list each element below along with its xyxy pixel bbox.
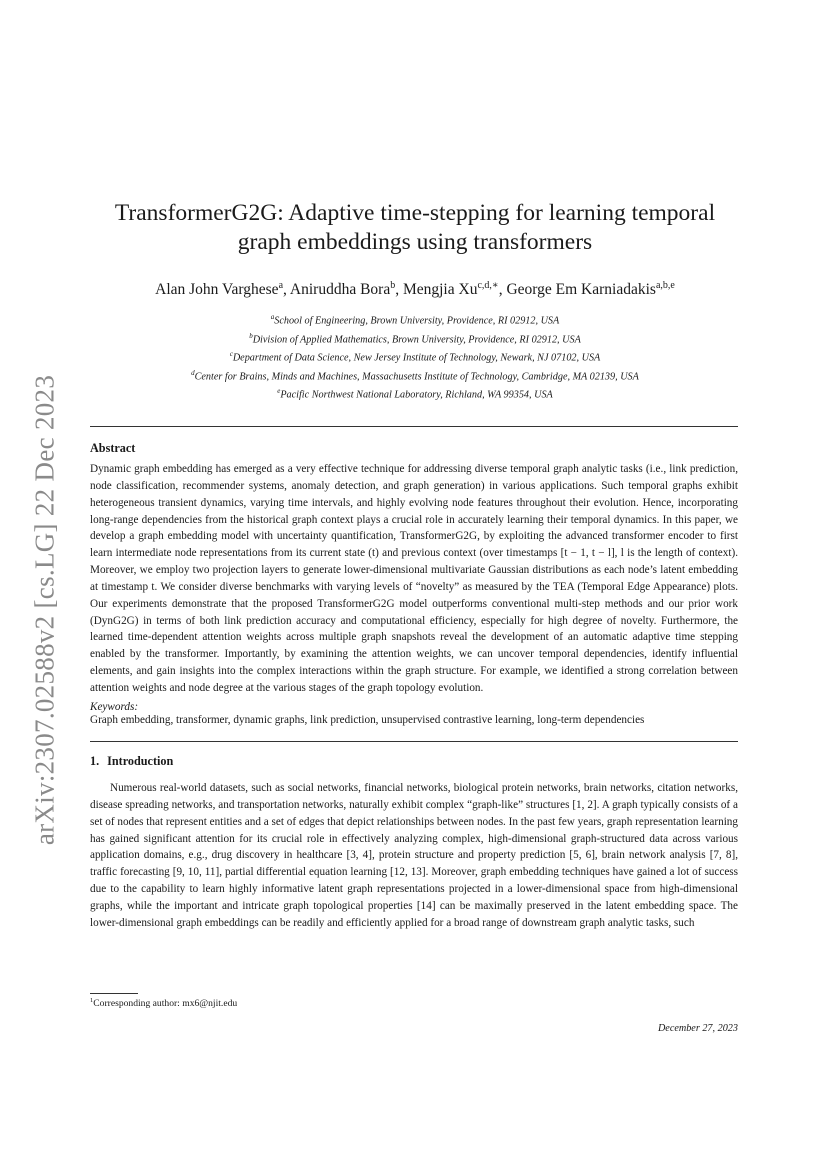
affiliation-marker: a: [270, 313, 275, 321]
abstract-top-rule: [90, 426, 738, 427]
affiliations: [90, 310, 740, 403]
author-affil-marker: b: [390, 280, 396, 291]
abstract-body: Dynamic graph embedding has emerged as a very effective technique for addressing diverse temporal graph analytic tasks (i.e., link prediction, node classification, recommender systems, anomaly detection, and graph generation) in various applications. Such temporal graphs exhibit heterogeneous transient dynamics, varying time intervals, and highly evolving node features throughout their evolution. Hence, incorporating long-range dependencies from the historical graph context plays a crucial role in accurately learning their temporal dynamics. In this paper, we develop a graph embedding model with uncertainty quantification, TransformerG2G, by exploiting the advanced transformer encoder to first learn intermediate node representations from its current state (t) and previous context (over timestamps [t − 1, t − l], l is the length of context). Moreover, we employ two projection layers to generate lower-dimensional multivariate Gaussian distributions as each node’s latent embedding at timestamp t. We consider diverse benchmarks with varying levels of “novelty” as measured by the TEA (Temporal Edge Appearance) plots. Our experiments demonstrate that the proposed TransformerG2G model outperforms conventional multi-step methods and our prior work (DynG2G) in terms of both link prediction accuracy and computational efficiency, especially for high degree of novelty. Furthermore, the learned time-dependent attention weights across multiple graph snapshots reveal the development of an automatic adaptive time stepping enabled by the transformer. Importantly, by examining the attention weights, we can uncover temporal dependencies, identify influential elements, and gain insights into the complex interactions within the graph structure. For example, we identified a strong correlation between attention weights and node degree at the various stages of the graph topology evolution.: [90, 463, 738, 694]
affiliation: [90, 329, 740, 348]
keywords-text: Graph embedding, transformer, dynamic graphs, link prediction, unsupervised contrastive learning, long-term dependencies: [90, 714, 645, 726]
affiliation-text: Pacific Northwest National Laboratory, Richland, WA 99354, USA: [280, 389, 553, 401]
author-name: Alan John Varghese: [155, 281, 279, 299]
preprint-date: December 27, 2023: [657, 1023, 738, 1034]
author-separator: ,: [498, 281, 507, 299]
affiliation: [90, 384, 740, 403]
paper-title: [90, 199, 740, 257]
section-title: Introduction: [107, 754, 174, 768]
author-separator: ,: [395, 281, 403, 299]
author-affil-marker: c,d,∗: [477, 280, 499, 291]
affiliation-text: Center for Brains, Minds and Machines, Massachusetts Institute of Technology, Cambridge, MA 02139, USA: [194, 371, 639, 383]
affiliation: [90, 366, 740, 385]
affiliation-marker: e: [277, 387, 281, 396]
affiliation: [90, 310, 740, 329]
footnote: [90, 997, 237, 1009]
author-name: Aniruddha Bora: [289, 281, 391, 299]
affiliation: [90, 347, 740, 366]
author-affil-marker: a,b,e: [655, 280, 675, 291]
affiliation-text: Division of Applied Mathematics, Brown University, Providence, RI 02912, USA: [252, 333, 581, 345]
author-separator: ,: [283, 281, 290, 299]
footnote-marker: 1: [90, 997, 94, 1004]
affiliation-marker: d: [191, 368, 195, 377]
introduction-paragraph: Numerous real-world datasets, such as social networks, financial networks, biological protein networks, brain networks, citation networks, disease spreading networks, and transportation networks, naturally exhibit complex “graph-like” structures [1, 2]. A graph typically consists of a set of nodes that represent entities and a set of edges that depict relationships between nodes. In the past few years, graph representation learning has gained significant attention for its crucial role in effectively analyzing complex, high-dimensional graph-structured data across various application domains, e.g., drug discovery in healthcare [3, 4], protein structure and property prediction [5, 6], brain network analysis [7, 8], traffic forecasting [9, 10, 11], partial differential equation learning [12, 13]. Moreover, graph embedding techniques have gained a lot of success due to the capability to learn highly informative latent graph representations projected in a lower-dimensional space from high-dimensional graphs, while the important and intricate graph topological properties [14] can be maximally preserved in the latent embedding space. The lower-dimensional graph embeddings can be readily and efficiently applied for a broad range of downstream graph analytic tasks, such: [90, 782, 738, 929]
title-line-2: graph embeddings using transformers: [237, 229, 593, 255]
section-number: 1.: [90, 754, 100, 768]
keywords-label: Keywords:: [90, 701, 139, 713]
arxiv-id-text: arXiv:2307.02588v2 [cs.LG] 22 Dec 2023: [29, 374, 60, 846]
affiliation-text: Department of Data Science, New Jersey Institute of Technology, Newark, NJ 07102, USA: [232, 352, 601, 364]
abstract-heading: Abstract: [90, 441, 136, 455]
arxiv-identifier: [26, 360, 64, 860]
affiliation-text: School of Engineering, Brown University, Providence, RI 02912, USA: [274, 315, 560, 327]
footnote-text: Corresponding author: mx6@njit.edu: [93, 998, 238, 1010]
affiliation-marker: b: [249, 331, 253, 340]
author-name: George Em Karniadakis: [506, 281, 656, 299]
author-name: Mengjia Xu: [402, 281, 478, 299]
author-list: [90, 276, 740, 300]
footnote-rule: [90, 993, 138, 994]
author-affil-marker: a: [278, 280, 284, 291]
title-line-1: TransformerG2G: Adaptive time-stepping for learning temporal: [114, 200, 716, 226]
affiliation-marker: c: [229, 350, 233, 359]
abstract-bottom-rule: [90, 741, 738, 742]
section-heading-introduction: [90, 754, 173, 769]
